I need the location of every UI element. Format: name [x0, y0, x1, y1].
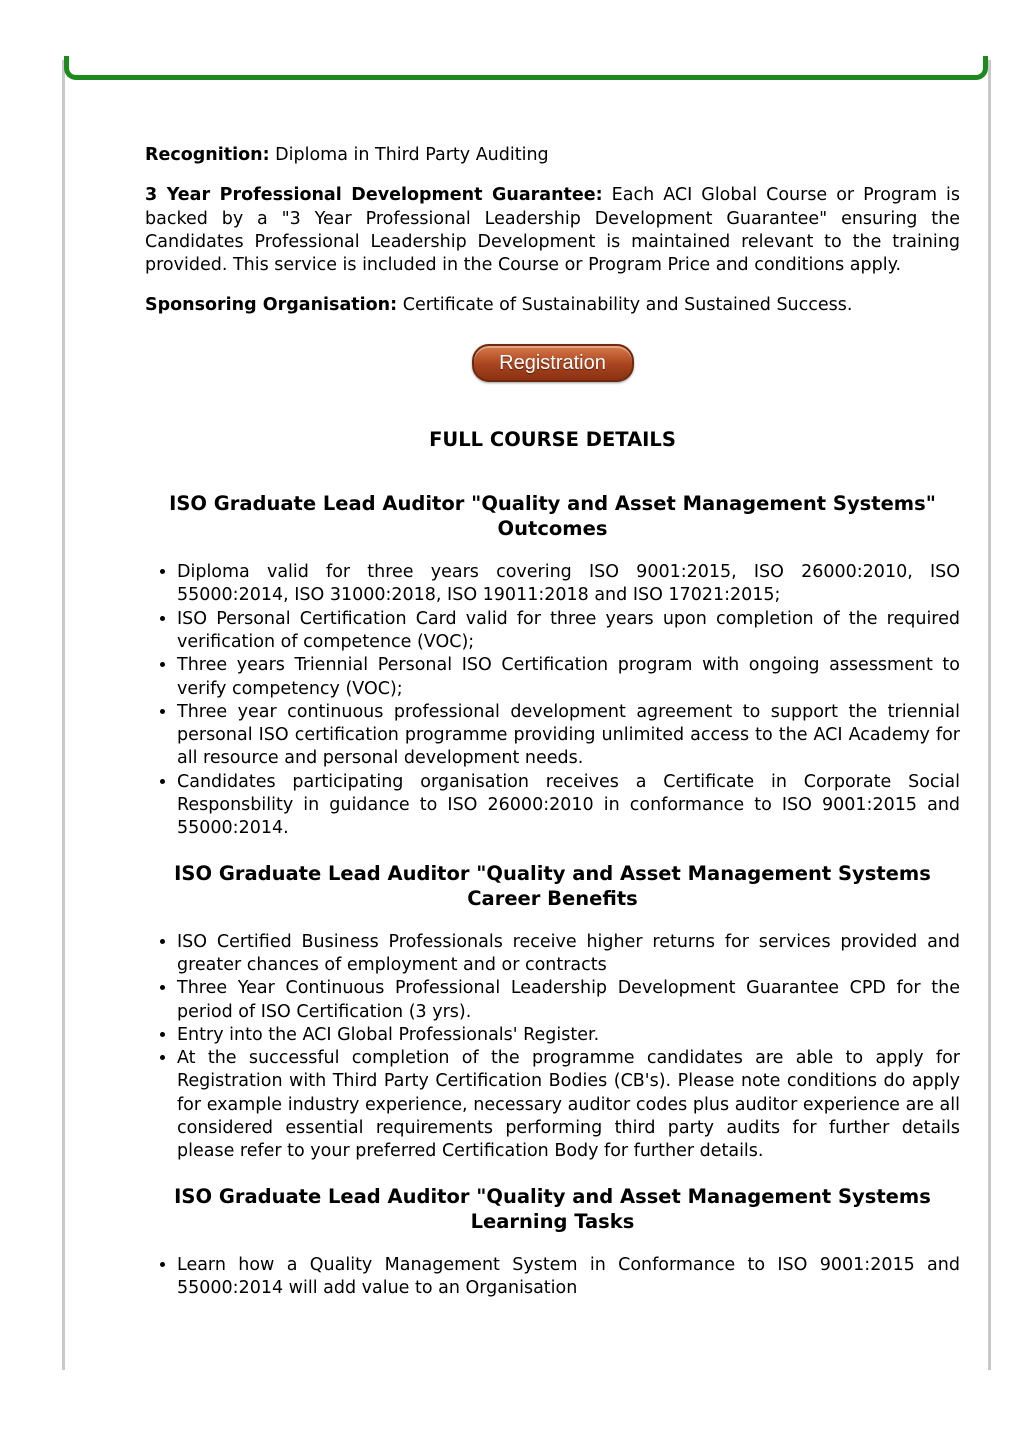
list-item: • At the successful completion of the programme candidates are able to apply for Registration with Third Party Certification Bodies (CB's). Please note conditions do apply for example industry experience, necessary auditor codes plus auditor experience are all considered essential requirements performing third party audits for further details please refer to your preferred Certification Body for further details.	[177, 1047, 960, 1163]
course-sections	[145, 491, 960, 1300]
registration-wrapper	[145, 344, 960, 404]
list-item: • ISO Personal Certification Card valid for three years upon completion of the required verification of competence (VOC);	[177, 608, 960, 655]
page-frame-left	[62, 60, 65, 1370]
section-title: ISO Graduate Lead Auditor "Quality and Asset Management Systems Learning Tasks	[174, 1184, 931, 1233]
sponsor-label: Sponsoring Organisation:	[145, 295, 398, 316]
section-title: ISO Graduate Lead Auditor "Quality and Asset Management Systems Career Benefits	[174, 861, 931, 910]
guarantee-label: 3 Year Professional Development Guarantee:	[145, 185, 603, 206]
course-content	[145, 144, 960, 1320]
section-list	[145, 1254, 960, 1301]
list-item: • Three years Triennial Personal ISO Certification program with ongoing assessment to verify competency (VOC);	[177, 654, 960, 701]
recognition-paragraph	[145, 144, 960, 167]
sponsor-paragraph	[145, 294, 960, 317]
section-title: ISO Graduate Lead Auditor "Quality and Asset Management Systems" Outcomes	[169, 492, 936, 541]
list-item: • Three Year Continuous Professional Leadership Development Guarantee CPD for the period of ISO Certification (3 yrs).	[177, 977, 960, 1024]
list-item: • ISO Certified Business Professionals receive higher returns for services provided and greater chances of employment and or contracts	[177, 931, 960, 978]
guarantee-text: Each ACI Global Course or Program is backed by a "3 Year Professional Leadership Development Guarantee" ensuring the Candidates Professional Leadership Development is maintained relevant to the training provided. This service is included in the Course or Program Price and conditions apply.	[145, 185, 960, 276]
recognition-label: Recognition:	[145, 145, 270, 165]
list-item: • Three year continuous professional development agreement to support the triennial personal ISO certification programme providing unlimited access to the ACI Academy for all resource and personal development needs.	[177, 701, 960, 771]
recognition-text: Diploma in Third Party Auditing	[275, 145, 549, 165]
registration-button[interactable]: Registration	[472, 344, 634, 382]
list-item: • Learn how a Quality Management System in Conformance to ISO 9001:2015 and 55000:2014 will add value to an Organisation	[177, 1254, 960, 1301]
list-item: • Diploma valid for three years covering ISO 9001:2015, ISO 26000:2010, ISO 55000:2014, ISO 31000:2018, ISO 19011:2018 and ISO 17021:2015;	[177, 561, 960, 608]
section-list	[145, 931, 960, 1164]
list-item: • Candidates participating organisation receives a Certificate in Corporate Social Responsbility in guidance to ISO 26000:2010 in conformance to ISO 9001:2015 and 55000:2014.	[177, 771, 960, 841]
page-frame-right	[988, 60, 991, 1370]
section-list	[145, 561, 960, 841]
list-item: • Entry into the ACI Global Professionals' Register.	[177, 1024, 960, 1047]
guarantee-paragraph	[145, 184, 960, 277]
sponsor-text: Certificate of Sustainability and Sustained Success.	[402, 295, 853, 316]
header-bar-bottom-border	[64, 56, 988, 80]
full-course-details-title: FULL COURSE DETAILS	[429, 427, 676, 451]
